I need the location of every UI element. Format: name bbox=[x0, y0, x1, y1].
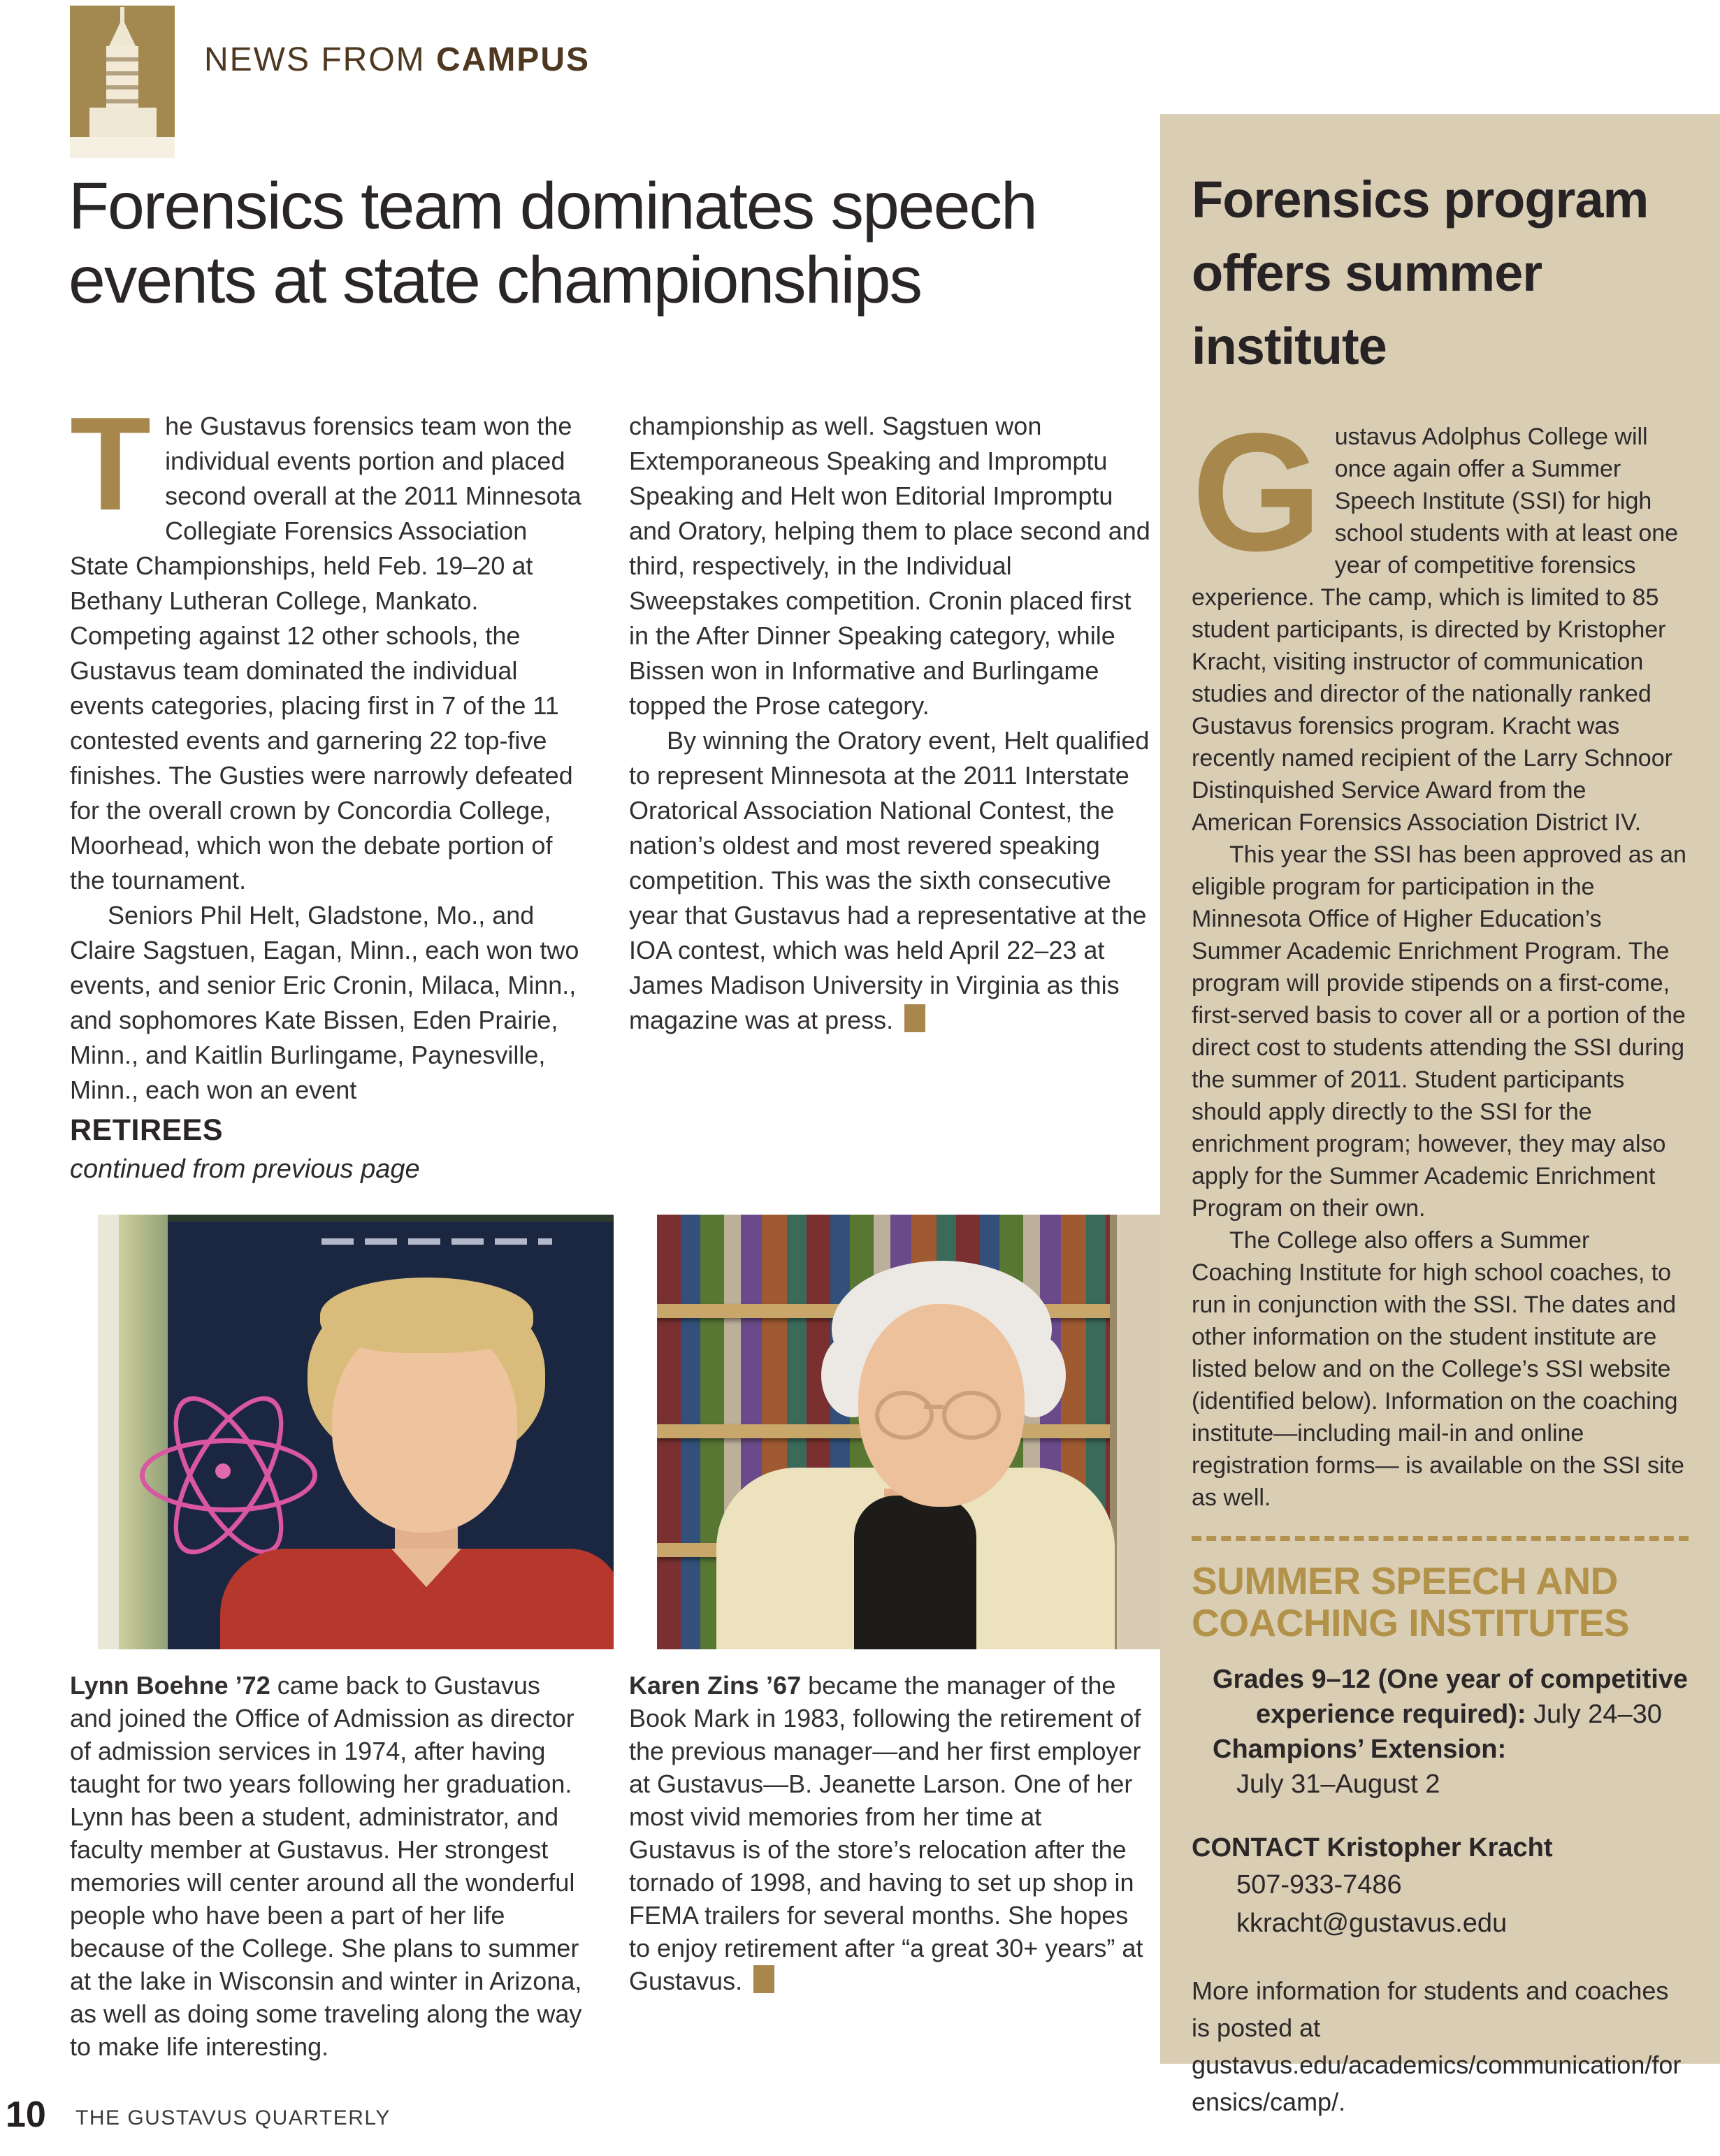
champions-label: Champions’ Extension: bbox=[1213, 1735, 1507, 1765]
champions-extension-dates: July 31–August 2 bbox=[1236, 1770, 1440, 1800]
drop-cap-t: T bbox=[70, 390, 152, 538]
paragraph: The College also offers a Summer Coaching Institute for high school coaches, to run in conjunction with the SSI. The dates and other information on the student institute are listed below and on the College’s SSI website (identified below). Information on the coaching institute—including mail-in and online registration forms— is available on the SSI site as well. bbox=[1192, 1227, 1684, 1512]
caption-karen-zins bbox=[629, 1669, 1152, 1997]
photo1-wall bbox=[119, 1215, 168, 1649]
tower-spire bbox=[108, 18, 136, 48]
paragraph: This year the SSI has been approved as an eligible program for participation in the Minnesota Office of Higher Education’s Summer Academic Enrichment Program. The program will provide stipends on a first-come, first-served basis to cover all or a portion of the direct cost to students attending the SSI during the summer of 2011. Student participants should apply directly to the SSI for the enrichment program; however, they may also apply for the Summer Academic Enrichment Program on their own. bbox=[1192, 841, 1686, 1222]
caption-lead: Lynn Boehne ’72 bbox=[70, 1671, 270, 1700]
caption-text bbox=[629, 1669, 1152, 1997]
contact-label: CONTACT bbox=[1192, 1833, 1320, 1863]
sidebar-body bbox=[1192, 398, 1689, 1514]
caption-lead: Karen Zins ’67 bbox=[629, 1671, 802, 1700]
sidebar-forensics-institute bbox=[1160, 114, 1720, 2117]
sidebar-paragraphs bbox=[1192, 398, 1689, 1514]
photo1-bangs bbox=[320, 1278, 533, 1353]
contact-name: Kristopher Kracht bbox=[1319, 1833, 1553, 1863]
end-mark bbox=[904, 1004, 925, 1032]
retirees-section-header bbox=[70, 1113, 420, 1185]
tower-shaft bbox=[106, 46, 138, 110]
grades-dates: July 24–30 bbox=[1526, 1700, 1662, 1730]
photo2-glasses-bridge bbox=[924, 1405, 944, 1409]
column2-paragraphs bbox=[629, 409, 1152, 1038]
article-headline: Forensics team dominates speech events at state championships bbox=[68, 169, 1036, 318]
photo2-glasses-left-lens bbox=[875, 1391, 934, 1440]
sidebar-title: Forensics program offers summer institute bbox=[1192, 171, 1649, 376]
paragraph: championship as well. Sagstuen won Extemporaneous Speaking and Impromptu Speaking and Helt won Editorial Impromptu and Oratory, helping them to place second and third, respectively, in the Individual Sweepstakes competition. Cronin placed first in the After Dinner Speaking category, while Bissen won in Informative and Burlingame topped the Prose category. bbox=[629, 412, 1150, 720]
contact-line bbox=[1192, 1830, 1689, 1866]
grades-label: Grades 9–12 (One year of competitive experience required): bbox=[1213, 1665, 1689, 1730]
contact-phone: 507-933-7486 bbox=[1236, 1870, 1402, 1900]
article-column-2 bbox=[629, 409, 1152, 1038]
section-kicker bbox=[204, 41, 590, 79]
paragraph: he Gustavus forensics team won the individual events portion and placed second overall at the 2011 Minnesota Collegiate Forensics Association State Championships, held Feb. 19–20 at Bethany Lutheran College, Mankato. Competing against 12 other schools, the Gustavus team dominated the individual events categories, placing first in 7 of the 11 contested events and garnering 22 top-five finishes. The Gusties were narrowly defeated for the overall crown by Concordia College, Moorhead, which won the debate portion of the tournament. bbox=[70, 412, 581, 895]
grades-schedule bbox=[1192, 1662, 1689, 1732]
tower-ground bbox=[70, 137, 175, 158]
caption-body: became the manager of the Book Mark in 1983, following the retirement of the previous manager—and her first employer at Gustavus—B. Jeanette Larson. One of her most vivid memories from her time at Gustavus is of the store’s relocation after the tornado of 1998, and having to set up shop in FEMA trailers for several months. She hopes to enjoy retirement after “a great 30+ years” at Gustavus. bbox=[629, 1671, 1143, 1995]
photo1-door-edge bbox=[98, 1215, 119, 1649]
publication-name: THE GUSTAVUS QUARTERLY bbox=[75, 2106, 391, 2129]
photo-karen-zins bbox=[657, 1215, 1176, 1649]
contact-email: kkracht@gustavus.edu bbox=[1236, 1909, 1508, 1939]
retirees-heading: RETIREES bbox=[70, 1113, 224, 1147]
photo1-poster-text bbox=[321, 1238, 552, 1245]
caption-text bbox=[70, 1669, 588, 2063]
caption-lynn-boehne bbox=[70, 1669, 588, 2063]
photo2-glasses-right-lens bbox=[942, 1391, 1001, 1440]
end-mark bbox=[753, 1965, 774, 1993]
paragraph: ustavus Adolphus College will once again offer a Summer Speech Institute (SSI) for high school students with at least one year of competitive forensics experience. The camp, which is limited to 85 student participants, is directed by Kristopher Kracht, visiting instructor of communication studies and director of the nationally ranked Gustavus forensics program. Kracht was recently named recipient of the Larry Schnoor Distinquished Service Award from the American Forensics Association District IV. bbox=[1192, 424, 1679, 837]
article-column-1 bbox=[70, 390, 588, 1108]
atom-nucleus bbox=[215, 1463, 231, 1479]
drop-cap-g: G bbox=[1192, 398, 1322, 586]
kicker-regular: NEWS FROM bbox=[204, 41, 436, 78]
institutes-heading: SUMMER SPEECH AND COACHING INSTITUTES bbox=[1192, 1559, 1630, 1644]
retirees-subheading: continued from previous page bbox=[70, 1155, 420, 1184]
campus-tower-icon bbox=[70, 6, 175, 158]
champions-extension-label bbox=[1213, 1732, 1689, 1767]
kicker-bold: CAMPUS bbox=[435, 41, 590, 78]
page-number: 10 bbox=[6, 2094, 46, 2135]
photo2-dark-turtleneck bbox=[854, 1496, 976, 1649]
photo2-hair-fringe bbox=[867, 1352, 1017, 1394]
dashed-divider bbox=[1192, 1536, 1689, 1541]
paragraph: By winning the Oratory event, Helt qualified to represent Minnesota at the 2011 Interstate Oratorical Association National Contest, the nation’s oldest and most revered speaking competition. This was the sixth consecutive year that Gustavus had a representative at the IOA contest, which was held April 22–23 at James Madison University in Virginia as this magazine was at press. bbox=[629, 726, 1150, 1034]
more-info-text: More information for students and coaches is posted at gustavus.edu/academics/communication/forensics/camp/. bbox=[1192, 1976, 1682, 2117]
paragraph: Seniors Phil Helt, Gladstone, Mo., and Claire Sagstuen, Eagan, Minn., each won two events, and senior Eric Cronin, Milaca, Minn., and sophomores Kate Bissen, Eden Prairie, Minn., and Kaitlin Burlingame, Paynesville, Minn., each won an event bbox=[70, 901, 579, 1104]
caption-body: came back to Gustavus and joined the Office of Admission as director of admission services in 1974, after having taught for two years following her graduation. Lynn has been a student, administrator, and faculty member at Gustavus. Her strongest memories will center around all the wonderful people who have been a part of her life because of the College. She plans to summer at the lake in Wisconsin and winter in Arizona, as well as doing some traveling along the way to make life interesting. bbox=[70, 1671, 582, 2061]
photo-lynn-boehne bbox=[98, 1215, 614, 1649]
